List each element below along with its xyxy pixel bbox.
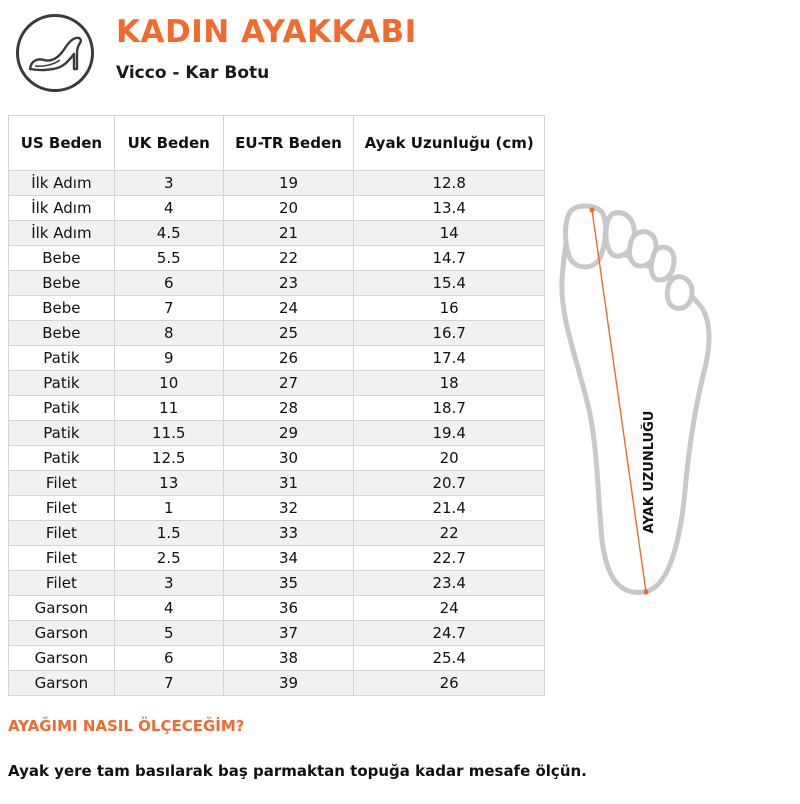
high-heel-shoe-icon — [27, 31, 83, 75]
cell-eu-tr-size: 31 — [223, 471, 354, 496]
table-row — [9, 621, 545, 646]
cell-uk-size: 11.5 — [114, 421, 223, 446]
cell-foot-length: 24.7 — [354, 621, 545, 646]
size-table — [8, 115, 545, 696]
cell-uk-size: 4.5 — [114, 221, 223, 246]
cell-eu-tr-size: 20 — [223, 196, 354, 221]
foot-length-label: AYAK UZUNLUĞU — [642, 410, 657, 534]
table-row — [9, 421, 545, 446]
table-row — [9, 446, 545, 471]
cell-eu-tr-size: 23 — [223, 271, 354, 296]
cell-foot-length: 16.7 — [354, 321, 545, 346]
logo — [16, 14, 94, 92]
cell-us-size: Garson — [9, 596, 115, 621]
cell-uk-size: 11 — [114, 396, 223, 421]
how-to-measure-text: Ayak yere tam basılarak baş parmaktan topuğa kadar mesafe ölçün. — [8, 762, 587, 780]
cell-eu-tr-size: 19 — [223, 171, 354, 196]
col-header-foot-length: Ayak Uzunluğu (cm) — [354, 116, 545, 171]
table-row — [9, 196, 545, 221]
cell-us-size: Filet — [9, 571, 115, 596]
cell-foot-length: 24 — [354, 596, 545, 621]
col-header-us: US Beden — [9, 116, 115, 171]
col-header-eu-tr: EU-TR Beden — [223, 116, 354, 171]
cell-uk-size: 5.5 — [114, 246, 223, 271]
cell-uk-size: 5 — [114, 621, 223, 646]
cell-eu-tr-size: 37 — [223, 621, 354, 646]
table-header-row — [9, 116, 545, 171]
table-row — [9, 521, 545, 546]
table-row — [9, 271, 545, 296]
cell-us-size: Patik — [9, 346, 115, 371]
cell-eu-tr-size: 32 — [223, 496, 354, 521]
table-row — [9, 496, 545, 521]
cell-foot-length: 21.4 — [354, 496, 545, 521]
cell-eu-tr-size: 33 — [223, 521, 354, 546]
cell-uk-size: 7 — [114, 671, 223, 696]
cell-us-size: Filet — [9, 471, 115, 496]
cell-uk-size: 9 — [114, 346, 223, 371]
cell-foot-length: 14 — [354, 221, 545, 246]
cell-us-size: Garson — [9, 621, 115, 646]
header — [0, 0, 800, 110]
product-name: Vicco - Kar Botu — [116, 63, 270, 83]
how-to-measure-title: AYAĞIMI NASIL ÖLÇECEĞİM? — [8, 717, 245, 735]
cell-uk-size: 4 — [114, 596, 223, 621]
cell-foot-length: 15.4 — [354, 271, 545, 296]
cell-uk-size: 1 — [114, 496, 223, 521]
cell-us-size: Patik — [9, 396, 115, 421]
table-row — [9, 171, 545, 196]
table-row — [9, 246, 545, 271]
cell-uk-size: 3 — [114, 571, 223, 596]
cell-uk-size: 10 — [114, 371, 223, 396]
size-table-body — [9, 171, 545, 696]
table-row — [9, 371, 545, 396]
table-row — [9, 321, 545, 346]
cell-eu-tr-size: 24 — [223, 296, 354, 321]
cell-us-size: Garson — [9, 646, 115, 671]
cell-foot-length: 18.7 — [354, 396, 545, 421]
cell-eu-tr-size: 39 — [223, 671, 354, 696]
cell-us-size: Patik — [9, 371, 115, 396]
cell-us-size: Bebe — [9, 321, 115, 346]
cell-foot-length: 16 — [354, 296, 545, 321]
cell-eu-tr-size: 27 — [223, 371, 354, 396]
cell-us-size: Bebe — [9, 271, 115, 296]
page-title: KADIN AYAKKABI — [116, 14, 417, 50]
cell-us-size: Patik — [9, 446, 115, 471]
foot-diagram — [556, 200, 726, 604]
table-row — [9, 471, 545, 496]
cell-foot-length: 22 — [354, 521, 545, 546]
foot-outline-icon — [556, 200, 726, 600]
cell-uk-size: 6 — [114, 646, 223, 671]
cell-foot-length: 18 — [354, 371, 545, 396]
cell-foot-length: 19.4 — [354, 421, 545, 446]
table-row — [9, 571, 545, 596]
cell-us-size: İlk Adım — [9, 221, 115, 246]
cell-uk-size: 13 — [114, 471, 223, 496]
cell-foot-length: 26 — [354, 671, 545, 696]
cell-eu-tr-size: 36 — [223, 596, 354, 621]
cell-eu-tr-size: 26 — [223, 346, 354, 371]
table-row — [9, 296, 545, 321]
cell-foot-length: 22.7 — [354, 546, 545, 571]
table-row — [9, 671, 545, 696]
cell-uk-size: 8 — [114, 321, 223, 346]
cell-foot-length: 17.4 — [354, 346, 545, 371]
cell-us-size: Bebe — [9, 296, 115, 321]
cell-uk-size: 2.5 — [114, 546, 223, 571]
cell-eu-tr-size: 34 — [223, 546, 354, 571]
cell-foot-length: 20.7 — [354, 471, 545, 496]
cell-eu-tr-size: 38 — [223, 646, 354, 671]
cell-foot-length: 23.4 — [354, 571, 545, 596]
cell-eu-tr-size: 35 — [223, 571, 354, 596]
cell-foot-length: 20 — [354, 446, 545, 471]
cell-eu-tr-size: 22 — [223, 246, 354, 271]
cell-eu-tr-size: 21 — [223, 221, 354, 246]
table-row — [9, 596, 545, 621]
cell-uk-size: 6 — [114, 271, 223, 296]
cell-foot-length: 25.4 — [354, 646, 545, 671]
cell-us-size: Filet — [9, 496, 115, 521]
table-row — [9, 546, 545, 571]
table-row — [9, 221, 545, 246]
cell-us-size: Garson — [9, 671, 115, 696]
cell-foot-length: 12.8 — [354, 171, 545, 196]
table-row — [9, 346, 545, 371]
cell-eu-tr-size: 25 — [223, 321, 354, 346]
cell-us-size: Filet — [9, 546, 115, 571]
cell-uk-size: 7 — [114, 296, 223, 321]
table-row — [9, 646, 545, 671]
cell-foot-length: 14.7 — [354, 246, 545, 271]
cell-us-size: Filet — [9, 521, 115, 546]
cell-uk-size: 3 — [114, 171, 223, 196]
cell-foot-length: 13.4 — [354, 196, 545, 221]
cell-us-size: Bebe — [9, 246, 115, 271]
cell-eu-tr-size: 30 — [223, 446, 354, 471]
table-row — [9, 396, 545, 421]
cell-eu-tr-size: 29 — [223, 421, 354, 446]
cell-eu-tr-size: 28 — [223, 396, 354, 421]
cell-us-size: İlk Adım — [9, 171, 115, 196]
cell-us-size: İlk Adım — [9, 196, 115, 221]
cell-uk-size: 4 — [114, 196, 223, 221]
col-header-uk: UK Beden — [114, 116, 223, 171]
cell-us-size: Patik — [9, 421, 115, 446]
cell-uk-size: 12.5 — [114, 446, 223, 471]
cell-uk-size: 1.5 — [114, 521, 223, 546]
